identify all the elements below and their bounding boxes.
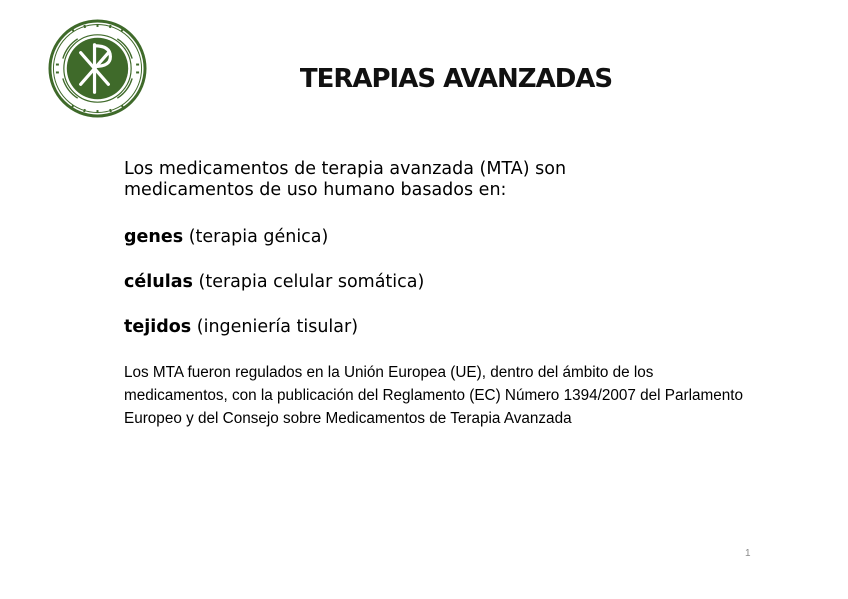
item-detail: (terapia celular somática) — [198, 272, 425, 292]
intro-paragraph: Los medicamentos de terapia avanzada (MTA) son medicamentos de uso humano basados en: — [124, 159, 567, 200]
item-term: células — [124, 272, 193, 292]
list-item — [124, 272, 424, 293]
item-term: genes — [124, 227, 184, 247]
list-item — [124, 227, 328, 248]
item-detail: (terapia génica) — [188, 227, 329, 247]
item-term: tejidos — [124, 317, 192, 337]
regulation-note: Los MTA fueron regulados en la Unión Europea (UE), dentro del ámbito de los medicamentos, con la publicación del Reglamento (EC) Número 1394/2007 del Parlamento Europeo y del Consejo sobre Medicamentos de Terapia Avanzada — [124, 364, 744, 427]
page-number: 1 — [745, 548, 751, 559]
list-item — [124, 317, 358, 338]
item-detail: (ingeniería tisular) — [196, 317, 359, 337]
slide-title: TERAPIAS AVANZADAS — [299, 64, 613, 94]
